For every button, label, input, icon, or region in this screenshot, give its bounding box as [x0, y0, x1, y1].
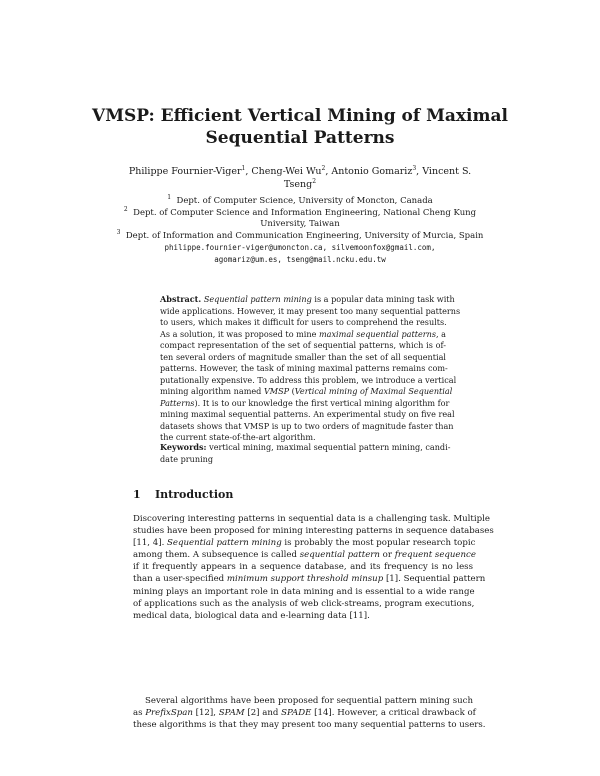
abstract-text: , a — [436, 328, 446, 339]
abstract-line: mining maximal sequential patterns. An experimental study on five real — [160, 409, 455, 419]
body-line: Several algorithms have been proposed for sequential pattern mining such — [145, 696, 473, 706]
abstract-text: ). It is to our knowledge the first vertical mining algorithm for — [194, 397, 450, 408]
keywords-label: Keywords: — [160, 442, 207, 452]
body-line — [133, 707, 476, 719]
author-name: Vincent S. — [422, 166, 472, 177]
body-line — [133, 573, 486, 585]
affiliation-marker: 2 — [312, 177, 317, 185]
body-text: as — [133, 708, 146, 719]
paper-title — [90, 105, 510, 149]
keywords — [160, 442, 451, 465]
abstract-line: putationally expensive. To address this problem, we introduce a vertical — [160, 374, 457, 385]
body-line: these algorithms is that they may present too many sequential patterns to users. — [133, 720, 486, 731]
abstract-emphasis: Vertical mining of Maximal Sequential — [294, 386, 453, 396]
abstract-line: wide applications. However, it may present too many sequential patterns — [160, 305, 461, 316]
body-line: Discovering interesting patterns in sequential data is a challenging task. Multiple — [133, 514, 490, 524]
author-name: Cheng-Wei Wu — [251, 166, 322, 177]
email-line-2: agomariz@um.es, tseng@mail.ncku.edu.tw — [214, 254, 386, 264]
affiliation-text: Dept. of Computer Science, University of Moncton, Canada — [176, 196, 433, 206]
affiliation-text: Dept. of Information and Communication Engineering, University of Murcia, Spain — [125, 230, 484, 241]
body-emphasis: PrefixSpan — [145, 708, 193, 719]
body-text: [14]. However, a critical drawback of — [311, 708, 476, 719]
abstract-emphasis: Patterns — [160, 397, 195, 408]
affiliation-marker: 3 — [412, 164, 417, 172]
abstract — [160, 294, 461, 444]
abstract-line: to users, which makes it difficult for users to comprehend the results. — [160, 317, 447, 327]
abstract-text: As a solution, it was proposed to mine — [160, 328, 319, 339]
introduction-paragraph-2 — [133, 695, 486, 731]
abstract-emphasis: Sequential pattern mining — [203, 294, 312, 304]
abstract-line — [160, 294, 455, 306]
affiliation-marker: 2 — [321, 164, 326, 172]
body-line: if it frequently appears in a sequence database, and its frequency is no less — [133, 562, 473, 573]
abstract-text: is a popular data mining task with — [311, 294, 455, 304]
abstract-line: ten several orders of magnitude smaller than the set of all sequential — [160, 351, 446, 362]
affiliation-2 — [100, 205, 500, 220]
body-text: than a user-specified — [133, 574, 227, 585]
author-list — [120, 165, 480, 191]
body-emphasis: Sequential pattern mining — [167, 538, 282, 549]
affiliation-text: Dept. of Computer Science and Information Engineering, National Cheng Kung — [133, 207, 477, 218]
abstract-line — [160, 397, 450, 410]
affiliation-marker: 1 — [167, 194, 172, 202]
section-title: Introduction — [155, 488, 234, 501]
body-text: [11, 4]. — [133, 538, 168, 549]
body-text: [12], — [192, 708, 219, 719]
affiliation-1 — [100, 196, 500, 208]
body-text: among them. A subsequence is called — [133, 550, 300, 561]
body-emphasis: SPAM — [218, 708, 245, 719]
body-emphasis: minimum support threshold minsup — [226, 574, 384, 585]
section-number: 1 — [133, 488, 141, 501]
abstract-line: compact representation of the set of sequential patterns, which is of- — [160, 340, 446, 350]
keywords-line: date pruning — [160, 453, 214, 464]
body-line: of applications such as the analysis of web click-streams, program executions, — [133, 598, 475, 609]
affiliation-marker: 1 — [241, 164, 246, 172]
abstract-line: the current state-of-the-art algorithm. — [160, 432, 316, 442]
title-line-2: Sequential Patterns — [205, 128, 395, 148]
author-name: Philippe Fournier-Viger — [128, 166, 242, 177]
abstract-emphasis: maximal sequential patterns — [318, 328, 437, 339]
abstract-text: mining algorithm named — [160, 386, 264, 396]
body-line: studies have been proposed for mining interesting patterns in sequence databases — [133, 526, 494, 537]
title-line-1: VMSP: Efficient Vertical Mining of Maximal — [92, 106, 508, 126]
author-separator: , — [416, 166, 423, 177]
body-line: medical data, biological data and e-learning data [11]. — [133, 610, 370, 621]
author-separator: , — [325, 166, 332, 177]
author-emails — [100, 242, 500, 265]
abstract-line — [160, 386, 453, 398]
body-line: mining plays an important role in data mining and is essential to a wide range — [133, 586, 475, 597]
body-text: is probably the most popular research topic — [281, 538, 476, 549]
body-emphasis: frequent sequence — [394, 550, 476, 561]
body-line — [133, 549, 476, 561]
body-emphasis: sequential pattern — [299, 550, 380, 561]
author-separator: , — [245, 166, 252, 177]
introduction-paragraph-1 — [133, 513, 494, 622]
section-heading-introduction — [133, 488, 233, 501]
affiliations — [100, 196, 500, 242]
abstract-line: datasets shows that VMSP is up to two orders of magnitude faster than — [160, 420, 454, 431]
keywords-text: vertical mining, maximal sequential pattern mining, candi- — [206, 442, 451, 452]
affiliation-2-cont: University, Taiwan — [260, 219, 340, 229]
author-name: Antonio Gomariz — [331, 166, 413, 177]
body-text: or — [379, 550, 395, 561]
affiliation-marker: 2 — [123, 205, 128, 213]
author-name: Tseng — [283, 179, 313, 190]
abstract-label: Abstract. — [160, 294, 202, 304]
abstract-line: patterns. However, the task of mining maximal patterns remains com- — [160, 363, 448, 373]
abstract-text: ( — [289, 386, 295, 396]
body-line — [133, 537, 476, 549]
abstract-line — [160, 329, 446, 341]
abstract-emphasis: VMSP — [263, 386, 290, 396]
body-emphasis: SPADE — [281, 708, 312, 719]
body-text: [2] and — [244, 708, 282, 719]
body-text: [1]. Sequential pattern — [383, 574, 486, 585]
keywords-line — [160, 442, 451, 454]
email-line-1: philippe.fournier-viger@umoncton.ca, silvemoonfox@gmail.com, — [164, 243, 436, 252]
affiliation-3 — [100, 228, 500, 243]
affiliation-marker: 3 — [116, 228, 121, 236]
